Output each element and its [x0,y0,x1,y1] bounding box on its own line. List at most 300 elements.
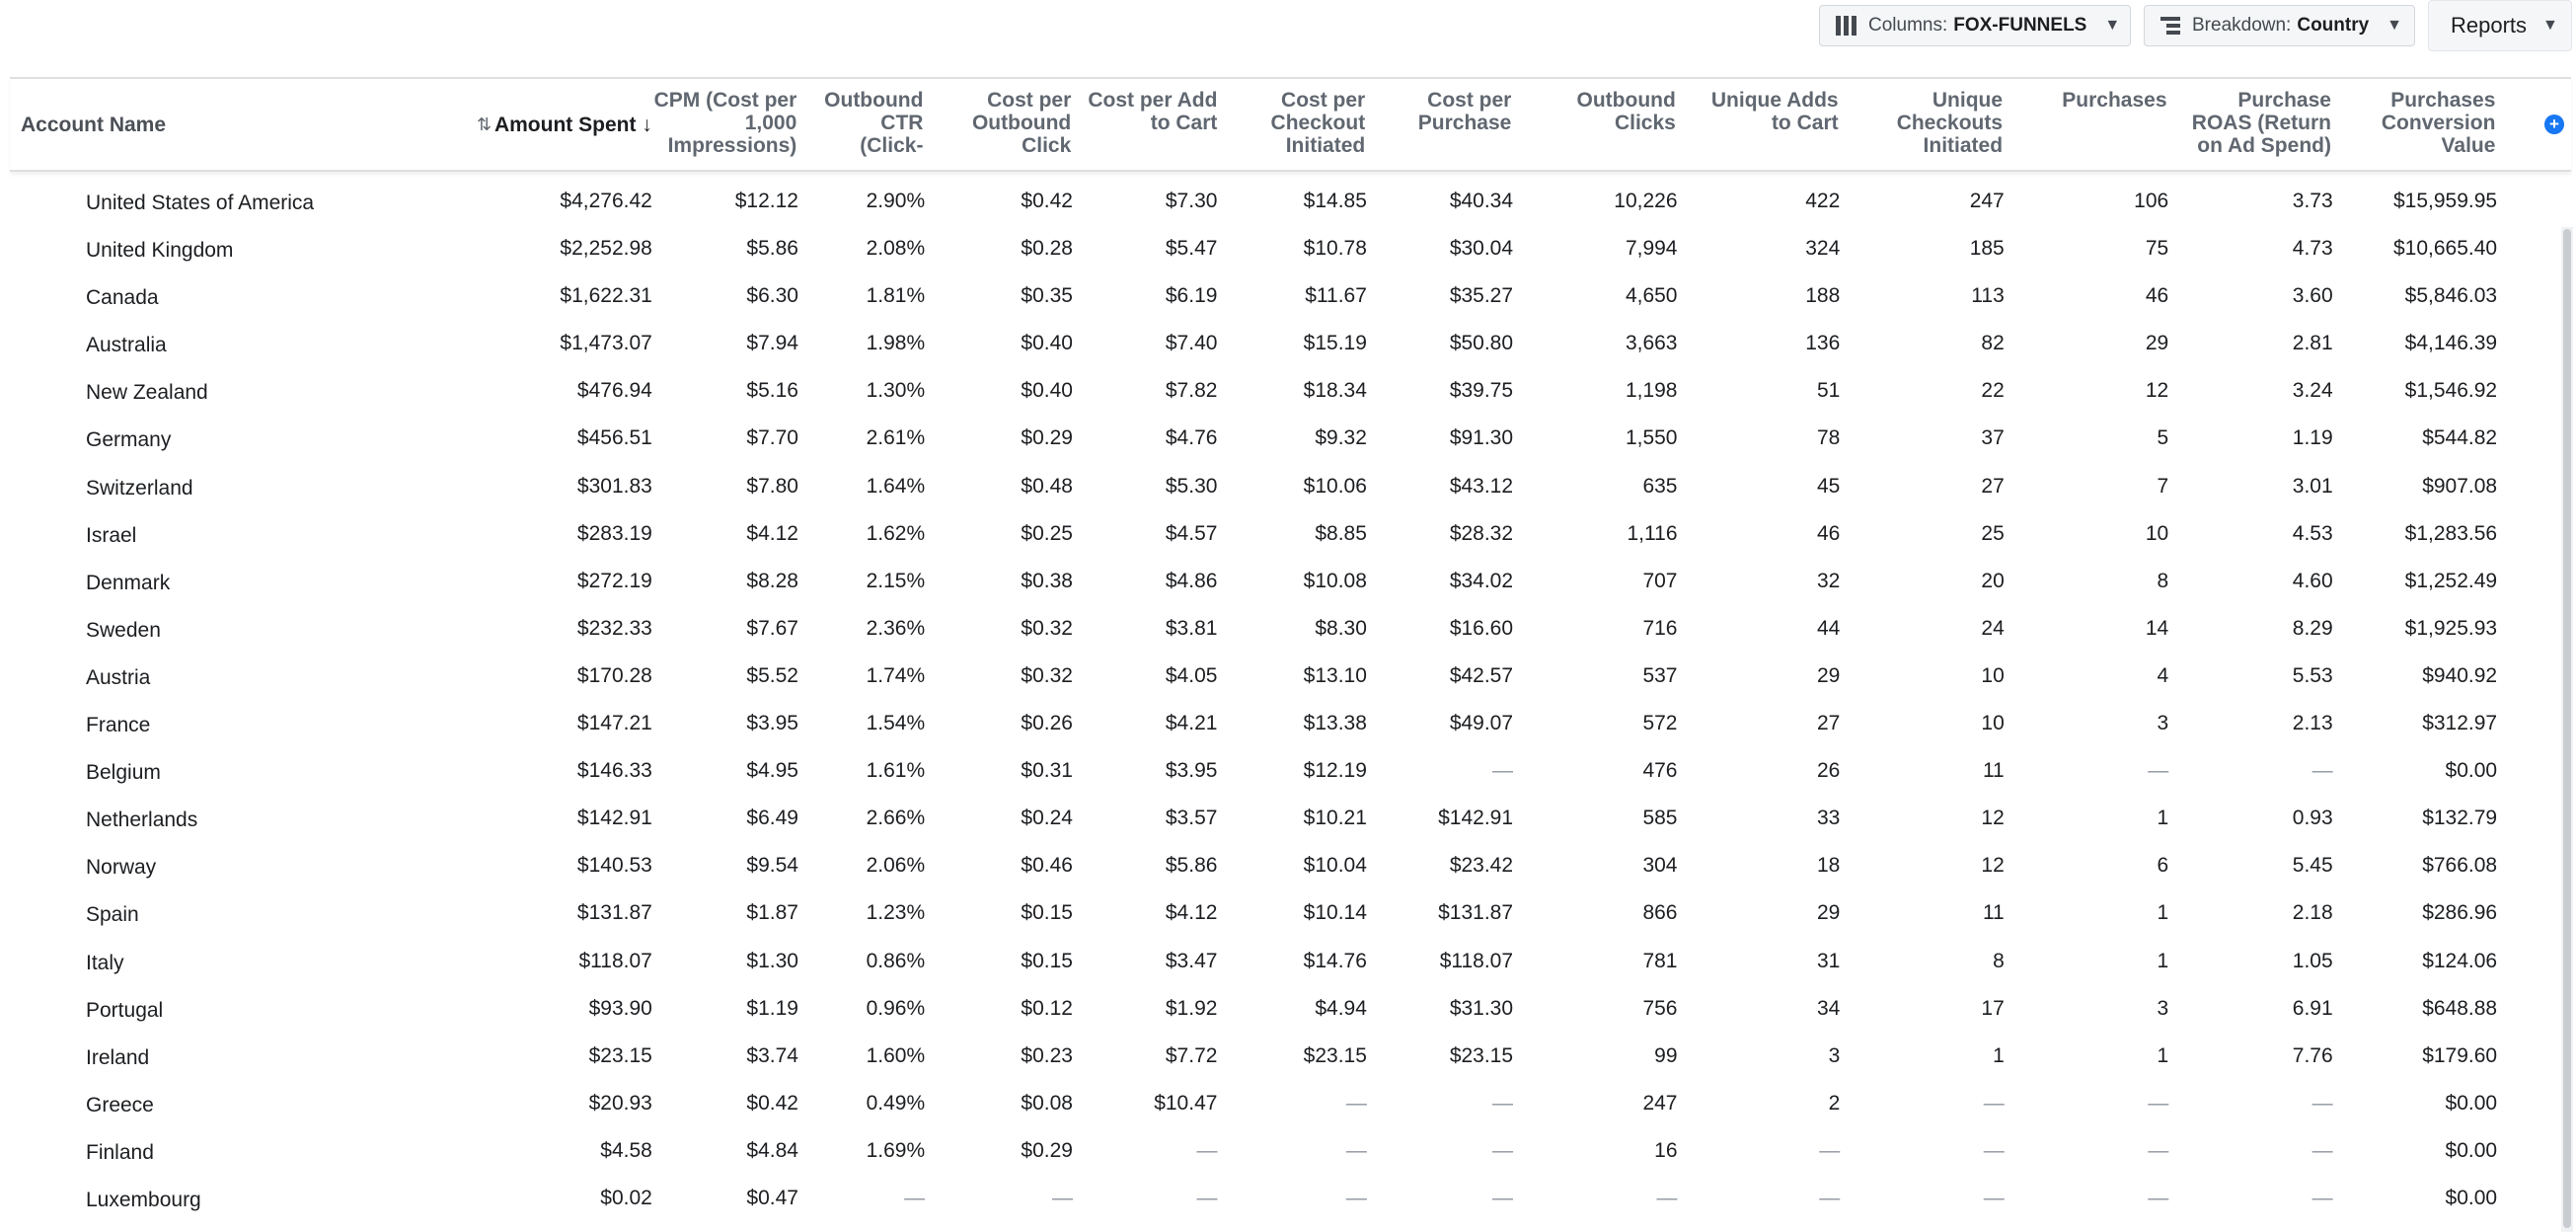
cell-outbound-ctr: 0.49% [866,1091,926,1115]
cell-unique-checkouts-initiated: 17 [1981,996,2005,1020]
cell-unique-checkouts-initiated: 22 [1981,379,2005,403]
cell-cost-per-outbound-click: — [1051,1186,1073,1209]
cell-amount-spent: $272.19 [576,569,652,592]
cell-account-name[interactable]: France [86,714,151,737]
caret-down-icon: ▼ [2542,17,2558,34]
cell-outbound-ctr: 0.86% [866,949,926,972]
cell-cost-per-purchase: $91.30 [1449,426,1514,450]
cell-purchases-conversion-value: $1,925.93 [2404,616,2498,640]
cell-unique-adds-to-cart: — [1819,1186,1841,1209]
column-header-outbound-ctr[interactable]: Outbound CTR (Click- [824,89,924,157]
cell-amount-spent: $476.94 [576,379,652,403]
cell-purchases-conversion-value: $940.92 [2422,663,2498,687]
cell-cost-per-purchase: $39.75 [1449,379,1514,403]
cell-unique-adds-to-cart: 29 [1816,901,1841,925]
cell-cost-per-checkout-initiated: $10.14 [1303,901,1367,925]
cell-cost-per-outbound-click: $0.40 [1021,332,1073,355]
cell-cost-per-purchase: $35.27 [1449,284,1514,308]
cell-unique-adds-to-cart: 33 [1816,807,1841,830]
cell-account-name[interactable]: Netherlands [86,808,198,832]
cell-cost-per-checkout-initiated: $8.85 [1315,521,1367,545]
cell-cost-per-add-to-cart: $7.40 [1165,332,1218,355]
cell-cost-per-checkout-initiated: — [1345,1186,1367,1209]
table-row[interactable] [10,424,2537,472]
cell-account-name[interactable]: Switzerland [86,476,193,500]
cell-account-name[interactable]: Canada [86,286,159,310]
cell-outbound-clicks: 10,226 [1614,190,1678,212]
cell-unique-adds-to-cart: 422 [1805,190,1841,212]
cell-outbound-ctr: 0.96% [866,996,926,1020]
cell-cpm: $7.70 [746,426,798,450]
table-row[interactable] [10,520,2537,568]
cell-purchases: — [2148,1138,2169,1162]
cell-cpm: $12.12 [734,190,798,212]
cell-unique-adds-to-cart: 31 [1816,949,1841,972]
cell-cost-per-purchase: $43.12 [1449,474,1514,498]
cell-outbound-clicks: 99 [1654,1043,1678,1067]
cell-outbound-clicks: 866 [1642,901,1678,925]
table-row[interactable] [10,568,2537,615]
cell-purchase-roas: 4.73 [2292,237,2333,261]
report-table [10,77,2571,1211]
cell-unique-adds-to-cart: 51 [1816,379,1841,403]
cell-cpm: $4.12 [746,521,798,545]
table-row[interactable] [10,1090,2537,1137]
cell-purchase-roas: 2.13 [2292,712,2333,735]
cell-unique-adds-to-cart: 324 [1805,237,1841,261]
cell-outbound-ctr: 1.62% [866,521,926,545]
cell-cpm: $7.94 [746,332,798,355]
cell-purchase-roas: 5.53 [2292,663,2333,687]
cell-outbound-ctr: — [904,1186,926,1209]
cell-account-name[interactable]: United Kingdom [86,239,234,263]
table-row[interactable] [10,282,2537,330]
cell-cpm: $5.16 [746,379,798,403]
cell-account-name[interactable]: Greece [86,1093,154,1116]
table-row[interactable] [10,757,2537,805]
cell-cost-per-outbound-click: $0.23 [1021,1043,1073,1067]
cell-purchase-roas: 2.18 [2292,901,2333,925]
cell-amount-spent: $283.19 [576,521,652,545]
breakdown-label: Breakdown: [2192,15,2292,36]
cell-purchases-conversion-value: $1,252.49 [2404,569,2498,592]
cell-amount-spent: $93.90 [588,996,652,1020]
cell-account-name[interactable]: Spain [86,903,139,927]
cell-cpm: $8.28 [746,569,798,592]
cell-unique-checkouts-initiated: 247 [1969,190,2005,212]
table-row[interactable] [10,1137,2537,1185]
cell-purchases: 12 [2145,379,2169,403]
columns-label: Columns: [1868,15,1948,36]
column-header-cost-per-outbound-click[interactable]: Cost per Outbound Click [971,89,1072,157]
cell-outbound-clicks: 585 [1642,807,1678,830]
cell-unique-adds-to-cart: 2 [1828,1091,1841,1115]
cell-outbound-clicks: 572 [1642,712,1678,735]
columns-icon [1836,16,1856,36]
column-header-cpm[interactable]: CPM (Cost per 1,000 Impressions) [653,89,797,157]
cell-cost-per-purchase: $50.80 [1449,332,1514,355]
cell-purchases: — [2148,1186,2169,1209]
columns-dropdown[interactable] [1819,5,2131,46]
table-row[interactable] [10,188,2537,235]
sort-toggle-icon[interactable]: ⇅ [477,115,492,134]
cell-cost-per-checkout-initiated: $18.34 [1303,379,1367,403]
cell-outbound-ctr: 1.81% [866,284,926,308]
cell-cost-per-add-to-cart: $4.86 [1165,569,1218,592]
scrollbar-thumb[interactable] [2563,229,2571,1228]
table-row[interactable] [10,948,2537,995]
cell-account-name[interactable]: Finland [86,1140,154,1164]
cell-cost-per-outbound-click: $0.12 [1021,996,1073,1020]
cell-purchases-conversion-value: $0.00 [2445,759,2498,783]
column-header-outbound-clicks[interactable]: Outbound Clicks [1576,89,1676,134]
cell-account-name[interactable]: Germany [86,428,172,452]
column-header-purchase-roas[interactable]: Purchase ROAS (Return on Ad Spend) [2191,89,2331,157]
cell-cost-per-outbound-click: $0.26 [1021,712,1073,735]
cell-purchases-conversion-value: $312.97 [2422,712,2498,735]
cell-outbound-ctr: 1.54% [866,712,926,735]
cell-amount-spent: $170.28 [576,663,652,687]
cell-purchases: 14 [2145,616,2169,640]
cell-cost-per-outbound-click: $0.38 [1021,569,1073,592]
cell-outbound-clicks: 756 [1642,996,1678,1020]
cell-cost-per-purchase: — [1492,1186,1514,1209]
cell-cost-per-purchase: $31.30 [1449,996,1514,1020]
table-row[interactable] [10,235,2537,282]
cell-cost-per-checkout-initiated: $23.15 [1303,1043,1367,1067]
cell-purchase-roas: 3.24 [2292,379,2333,403]
cell-outbound-clicks: 476 [1642,759,1678,783]
cell-purchases: 1 [2157,949,2169,972]
cell-outbound-ctr: 1.23% [866,901,926,925]
cell-cost-per-purchase: $23.15 [1449,1043,1514,1067]
reports-label: Reports [2451,13,2528,38]
cell-purchase-roas: 3.60 [2292,284,2333,308]
cell-unique-adds-to-cart: 34 [1816,996,1841,1020]
cell-cost-per-purchase: $28.32 [1449,521,1514,545]
cell-purchases: 1 [2157,1043,2169,1067]
table-row[interactable] [10,662,2537,710]
cell-cost-per-outbound-click: $0.46 [1021,854,1073,878]
cell-cost-per-outbound-click: $0.15 [1021,901,1073,925]
cell-unique-adds-to-cart: 188 [1805,284,1841,308]
cell-unique-checkouts-initiated: 24 [1981,616,2005,640]
cell-purchase-roas: 1.05 [2292,949,2333,972]
cell-cpm: $3.74 [746,1043,798,1067]
cell-purchases: 4 [2157,663,2169,687]
cell-purchase-roas: 5.45 [2292,854,2333,878]
column-header-unique-checkouts-initiated[interactable]: Unique Checkouts Initiated [1896,89,2004,157]
cell-purchases: 8 [2157,569,2169,592]
cell-unique-adds-to-cart: 32 [1816,569,1841,592]
cell-outbound-ctr: 2.36% [866,616,926,640]
cell-unique-adds-to-cart: 27 [1816,712,1841,735]
cell-outbound-clicks: 304 [1642,854,1678,878]
cell-unique-checkouts-initiated: 12 [1981,807,2005,830]
table-row[interactable] [10,377,2537,424]
cell-unique-checkouts-initiated: 25 [1981,521,2005,545]
table-row[interactable] [10,995,2537,1042]
cell-cost-per-checkout-initiated: $12.19 [1303,759,1367,783]
cell-amount-spent: $1,622.31 [560,284,652,308]
table-row[interactable] [10,710,2537,757]
breakdown-icon [2160,17,2180,35]
cell-purchases-conversion-value: $1,283.56 [2404,521,2498,545]
cell-amount-spent: $20.93 [588,1091,652,1115]
cell-amount-spent: $146.33 [576,759,652,783]
cell-cost-per-checkout-initiated: $13.38 [1303,712,1367,735]
cell-amount-spent: $0.02 [600,1186,652,1209]
cell-outbound-clicks: 3,663 [1625,332,1678,355]
table-row[interactable] [10,473,2537,520]
column-header-account-name[interactable]: Account Name [21,114,167,136]
cell-purchases: 75 [2145,237,2169,261]
cell-cost-per-add-to-cart: $10.47 [1154,1091,1218,1115]
column-header-unique-adds-to-cart[interactable]: Unique Adds to Cart [1710,89,1839,134]
add-column-icon[interactable]: + [2544,115,2564,134]
cell-cost-per-outbound-click: $0.15 [1021,949,1073,972]
cell-outbound-clicks: 1,550 [1625,426,1678,450]
cell-cost-per-purchase: $16.60 [1449,616,1514,640]
cell-cost-per-checkout-initiated: $10.06 [1303,474,1367,498]
cell-account-name[interactable]: Belgium [86,761,161,785]
caret-down-icon: ▼ [2387,17,2403,34]
cell-outbound-clicks: 781 [1642,949,1678,972]
cell-purchases: 1 [2157,807,2169,830]
cell-purchase-roas: 8.29 [2292,616,2333,640]
cell-cpm: $1.30 [746,949,798,972]
cell-outbound-ctr: 1.60% [866,1043,926,1067]
report-toolbar [0,0,2576,79]
cell-cost-per-add-to-cart: $1.92 [1165,996,1218,1020]
cell-account-name[interactable]: Portugal [86,998,164,1022]
cell-cost-per-add-to-cart: $4.57 [1165,521,1218,545]
breakdown-dropdown[interactable] [2144,5,2415,46]
cell-unique-checkouts-initiated: 20 [1981,569,2005,592]
cell-cost-per-outbound-click: $0.32 [1021,663,1073,687]
cell-cost-per-purchase: $118.07 [1439,949,1514,972]
cell-unique-adds-to-cart: 44 [1816,616,1841,640]
cell-purchases: 7 [2157,474,2169,498]
cell-amount-spent: $2,252.98 [560,237,652,261]
reports-dropdown[interactable] [2428,0,2572,51]
cell-cost-per-add-to-cart: $3.81 [1165,616,1218,640]
cell-purchases-conversion-value: $0.00 [2445,1091,2498,1115]
cell-cost-per-add-to-cart: $5.47 [1165,237,1218,261]
cell-cost-per-outbound-click: $0.08 [1021,1091,1073,1115]
cell-cost-per-add-to-cart: — [1196,1138,1218,1162]
breakdown-value: Country [2297,15,2370,36]
cell-outbound-clicks: 7,994 [1625,237,1678,261]
cell-unique-checkouts-initiated: 1 [1993,1043,2005,1067]
table-row[interactable] [10,805,2537,852]
cell-purchase-roas: 6.91 [2292,996,2333,1020]
table-row[interactable] [10,1185,2537,1232]
cell-purchases-conversion-value: $0.00 [2445,1186,2498,1209]
cell-cost-per-outbound-click: $0.48 [1021,474,1073,498]
cell-cost-per-purchase: $131.87 [1438,901,1514,925]
cell-amount-spent: $131.87 [576,901,652,925]
cell-cost-per-purchase: $142.91 [1438,807,1514,830]
cell-purchases-conversion-value: $10,665.40 [2393,237,2498,261]
cell-outbound-clicks: 716 [1642,616,1678,640]
cell-account-name[interactable]: Luxembourg [86,1188,201,1211]
cell-unique-checkouts-initiated: 27 [1981,474,2005,498]
cell-purchases-conversion-value: $544.82 [2422,426,2498,450]
cell-outbound-ctr: 2.66% [866,807,926,830]
cell-cost-per-outbound-click: $0.29 [1021,1138,1073,1162]
cell-cost-per-checkout-initiated: $14.85 [1303,190,1367,212]
cell-cost-per-purchase: $40.34 [1449,190,1514,212]
cell-amount-spent: $232.33 [576,616,652,640]
cell-cost-per-checkout-initiated: $11.67 [1305,284,1367,308]
cell-purchase-roas: 7.76 [2292,1043,2333,1067]
cell-purchase-roas: 3.01 [2292,474,2333,498]
cell-purchase-roas: 2.81 [2292,332,2333,355]
cell-purchases: 6 [2157,854,2169,878]
column-header-cost-per-checkout-initiated[interactable]: Cost per Checkout Initiated [1270,89,1366,157]
cell-cpm: $4.84 [746,1138,798,1162]
cell-cost-per-checkout-initiated: $9.32 [1315,426,1367,450]
cell-purchases: 5 [2157,426,2169,450]
cell-outbound-ctr: 2.15% [866,569,926,592]
cell-outbound-ctr: 1.69% [866,1138,926,1162]
cell-purchases: 29 [2145,332,2169,355]
cell-cost-per-purchase: $30.04 [1449,237,1514,261]
cell-unique-checkouts-initiated: 11 [1982,759,2005,783]
cell-outbound-ctr: 1.30% [866,379,926,403]
cell-purchases: 10 [2145,521,2169,545]
cell-purchases-conversion-value: $907.08 [2422,474,2498,498]
column-header-purchases-conversion-value[interactable]: Purchases Conversion Value [2381,89,2496,157]
cell-cost-per-checkout-initiated: $10.78 [1303,237,1367,261]
cell-account-name[interactable]: Austria [86,665,151,689]
cell-outbound-clicks: 1,116 [1627,521,1678,545]
cell-account-name[interactable]: Denmark [86,571,171,594]
cell-purchases-conversion-value: $5,846.03 [2404,284,2498,308]
table-body [10,188,2537,1232]
cell-unique-checkouts-initiated: 11 [1982,901,2005,925]
cell-purchase-roas: 4.60 [2292,569,2333,592]
cell-cost-per-purchase: $49.07 [1449,712,1514,735]
table-row[interactable] [10,615,2537,662]
cell-cost-per-purchase: $42.57 [1449,663,1514,687]
cell-cost-per-checkout-initiated: — [1345,1091,1367,1115]
cell-account-name[interactable]: Israel [86,523,137,547]
cell-cpm: $5.52 [746,663,798,687]
cell-cost-per-purchase: — [1492,1138,1514,1162]
cell-cost-per-outbound-click: $0.25 [1021,521,1073,545]
cell-cost-per-add-to-cart: $4.76 [1165,426,1218,450]
cell-cost-per-purchase: — [1492,759,1514,783]
cell-cost-per-checkout-initiated: $10.21 [1303,807,1367,830]
cell-outbound-clicks: 247 [1642,1091,1678,1115]
cell-cost-per-add-to-cart: $4.05 [1165,663,1218,687]
cell-cpm: $7.67 [746,616,798,640]
cell-amount-spent: $118.07 [578,949,652,972]
cell-account-name[interactable]: Ireland [86,1045,150,1069]
cell-unique-adds-to-cart: — [1819,1138,1841,1162]
column-header-cost-per-add-to-cart[interactable]: Cost per Add to Cart [1088,89,1218,134]
cell-purchases: 3 [2157,712,2169,735]
cell-amount-spent: $301.83 [576,474,652,498]
cell-cost-per-checkout-initiated: $13.10 [1303,663,1367,687]
cell-account-name[interactable]: Italy [86,951,124,974]
cell-cost-per-outbound-click: $0.35 [1021,284,1073,308]
cell-purchases-conversion-value: $766.08 [2422,854,2498,878]
cell-outbound-ctr: 2.61% [866,426,926,450]
cell-amount-spent: $4,276.42 [560,190,652,212]
cell-cpm: $4.95 [746,759,798,783]
cell-unique-checkouts-initiated: — [1983,1186,2005,1209]
cell-cost-per-purchase: $23.42 [1449,854,1514,878]
cell-purchases-conversion-value: $132.79 [2422,807,2498,830]
cell-account-name[interactable]: Australia [86,334,167,357]
cell-cost-per-add-to-cart: $7.72 [1165,1043,1218,1067]
table-row[interactable] [10,1042,2537,1090]
cell-unique-adds-to-cart: 46 [1816,521,1841,545]
cell-unique-checkouts-initiated: 10 [1981,663,2005,687]
column-header-cost-per-purchase[interactable]: Cost per Purchase [1417,89,1512,134]
cell-cost-per-purchase: $34.02 [1449,569,1514,592]
cell-account-name[interactable]: Norway [86,856,157,880]
cell-amount-spent: $23.15 [588,1043,652,1067]
cell-amount-spent: $456.51 [576,426,652,450]
cell-cost-per-checkout-initiated: $10.04 [1303,854,1367,878]
cell-cost-per-add-to-cart: $6.19 [1165,284,1218,308]
cell-account-name[interactable]: New Zealand [86,381,208,405]
cell-unique-adds-to-cart: 78 [1816,426,1841,450]
cell-purchases-conversion-value: $286.96 [2422,901,2498,925]
table-header-row [10,77,2571,172]
cell-cpm: $1.19 [746,996,798,1020]
cell-unique-adds-to-cart: 3 [1828,1043,1841,1067]
cell-unique-checkouts-initiated: 10 [1981,712,2005,735]
cell-purchase-roas: 1.19 [2292,426,2333,450]
column-header-amount-spent[interactable]: Amount Spent ↓ [493,114,652,136]
table-row[interactable] [10,852,2537,899]
cell-cost-per-add-to-cart: $5.30 [1165,474,1218,498]
cell-unique-checkouts-initiated: — [1983,1138,2005,1162]
cell-cost-per-checkout-initiated: $8.30 [1315,616,1367,640]
cell-purchases-conversion-value: $1,546.92 [2404,379,2498,403]
table-row[interactable] [10,899,2537,947]
cell-cost-per-add-to-cart: $4.12 [1165,901,1218,925]
cell-purchases-conversion-value: $0.00 [2445,1138,2498,1162]
cell-purchase-roas: 4.53 [2292,521,2333,545]
table-row[interactable] [10,330,2537,377]
cell-purchases-conversion-value: $179.60 [2422,1043,2498,1067]
cell-outbound-clicks: — [1656,1186,1678,1209]
column-header-purchases[interactable]: Purchases [2062,89,2167,112]
cell-purchases: 106 [2134,190,2169,212]
cell-cost-per-outbound-click: $0.42 [1021,190,1073,212]
cell-outbound-ctr: 2.06% [866,854,926,878]
cell-outbound-clicks: 16 [1654,1138,1678,1162]
cell-cost-per-add-to-cart: $4.21 [1165,712,1218,735]
cell-amount-spent: $140.53 [576,854,652,878]
cell-cost-per-outbound-click: $0.40 [1021,379,1073,403]
cell-cost-per-outbound-click: $0.31 [1021,759,1073,783]
cell-cpm: $3.95 [746,712,798,735]
cell-account-name[interactable]: United States of America [86,192,315,214]
cell-purchase-roas: — [2311,1091,2333,1115]
cell-cost-per-checkout-initiated: $14.76 [1303,949,1367,972]
cell-unique-adds-to-cart: 29 [1816,663,1841,687]
cell-cpm: $5.86 [746,237,798,261]
cell-account-name[interactable]: Sweden [86,618,161,642]
cell-cost-per-checkout-initiated: $15.19 [1303,332,1367,355]
